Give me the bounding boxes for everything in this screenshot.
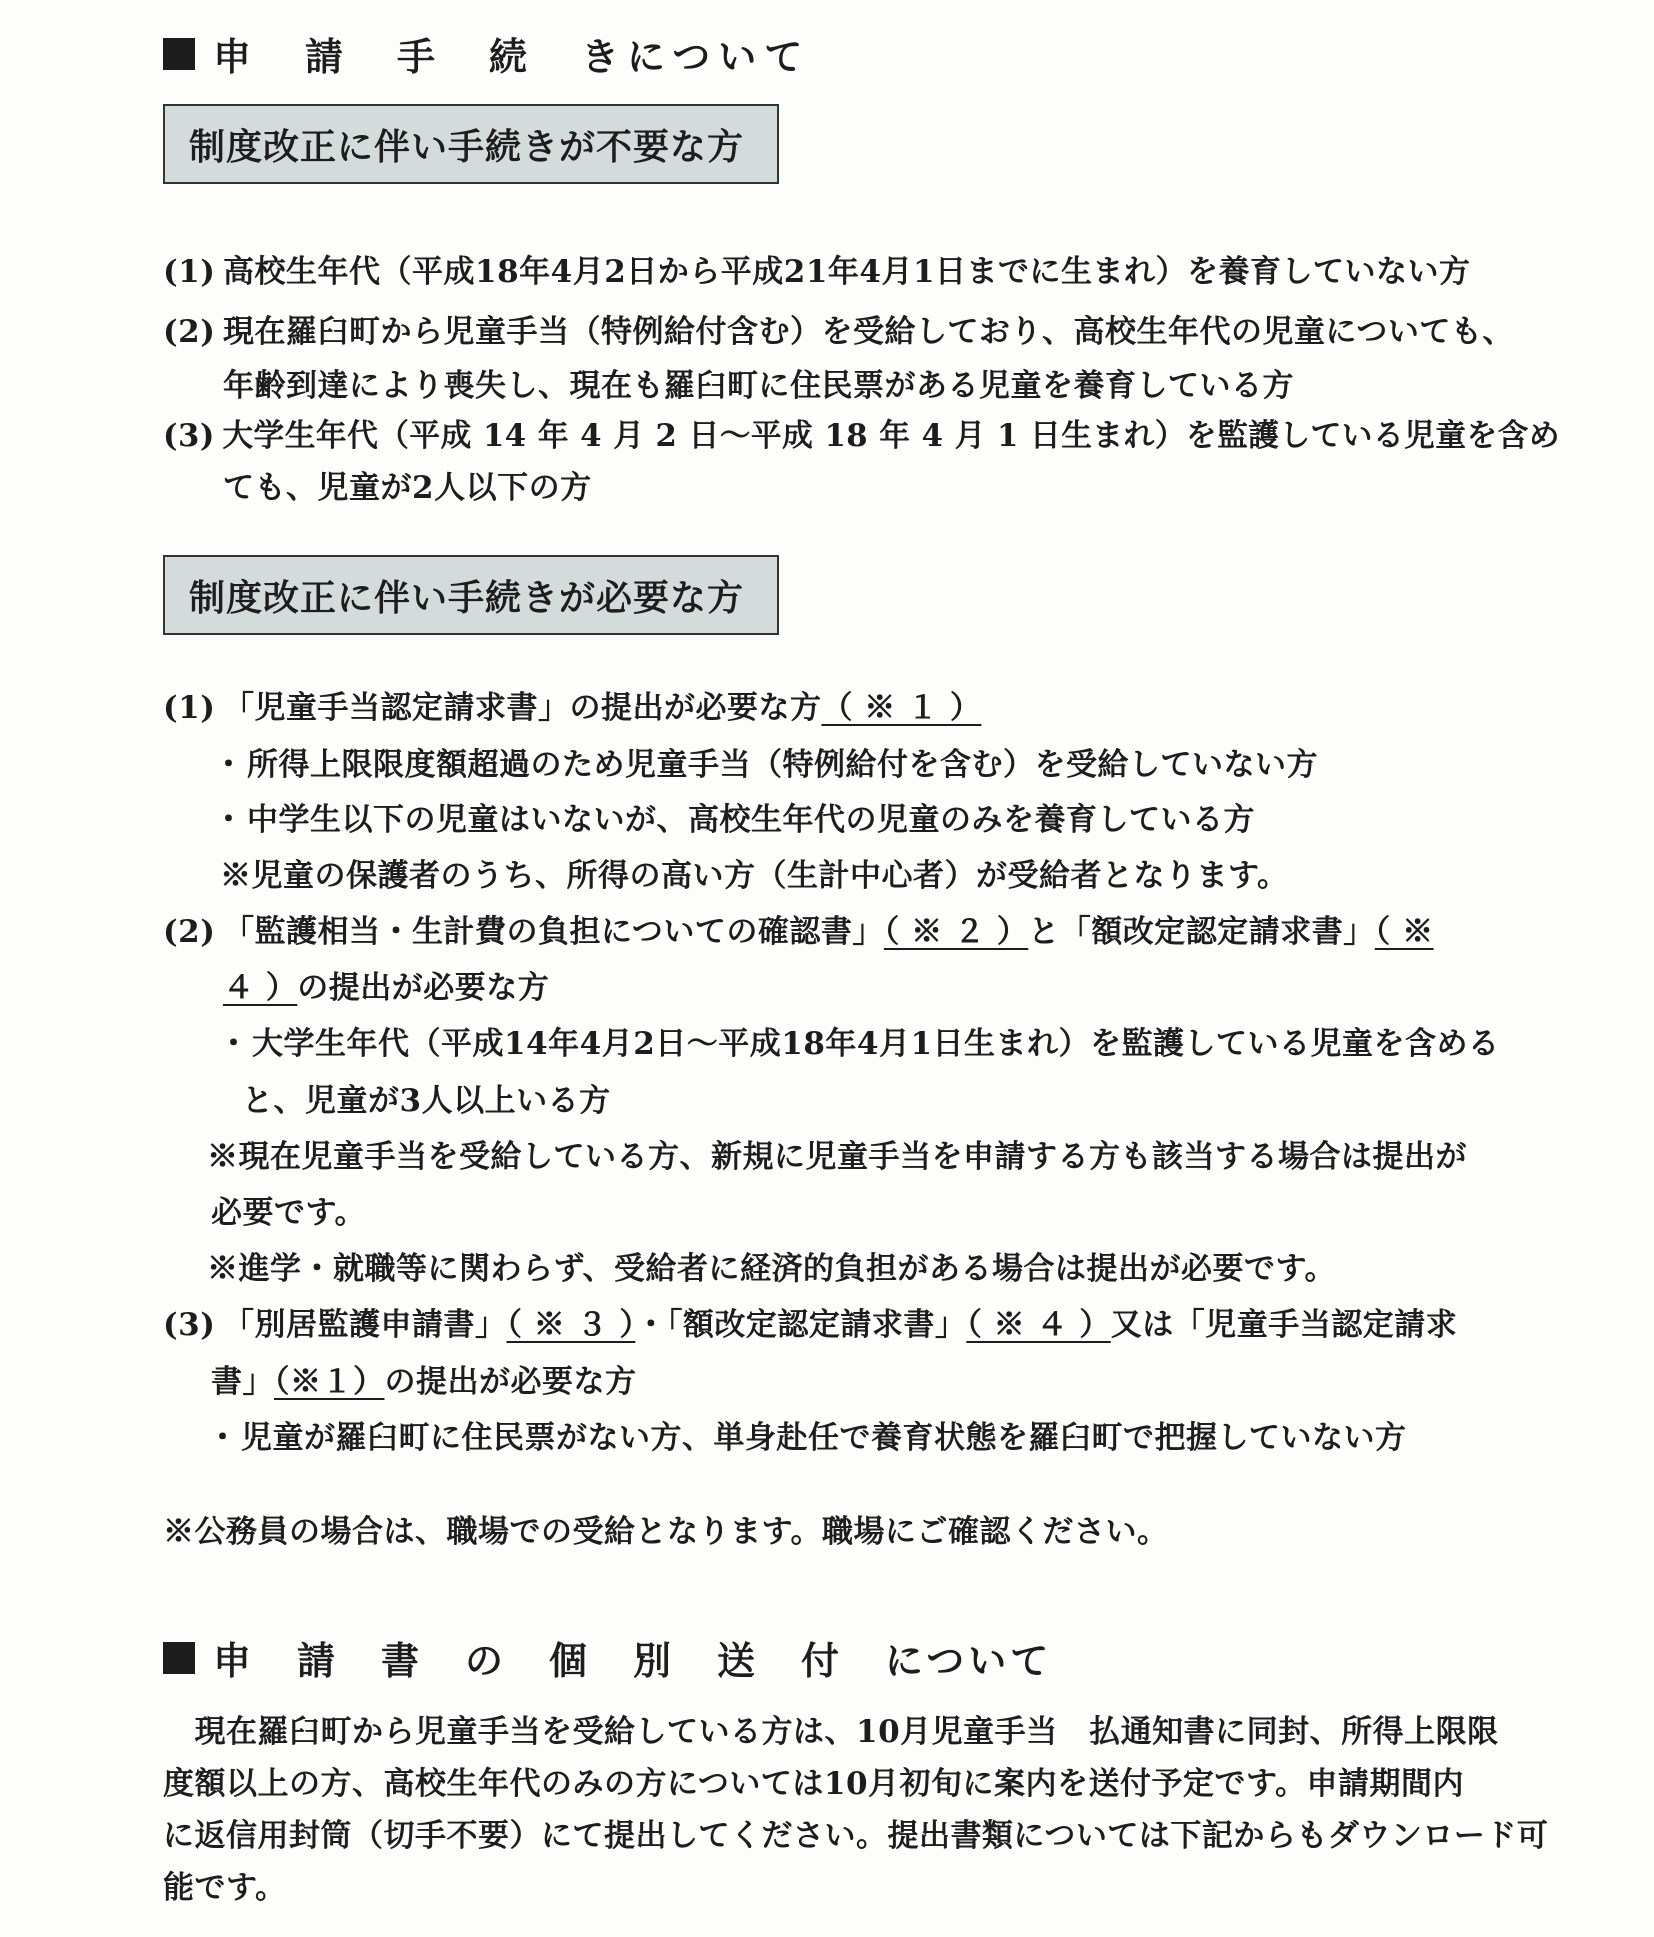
paragraph-line: に返信用封筒（切手不要）にて提出してください。提出書類については下記からもダウンロード可	[163, 1818, 1549, 1854]
box-required: 制度改正に伴い手続きが必要な方	[163, 555, 779, 635]
section-heading-individual-mailing	[163, 1630, 1052, 1685]
list-item: (2) 「監護相当・生計費の負担についての確認書」（ ※ ２ ）と「額改定認定請求書」（ ※	[163, 914, 1434, 950]
list-item-continuation: 書」（※１）の提出が必要な方	[211, 1364, 637, 1400]
section-heading-application	[163, 26, 810, 81]
square-bullet-icon	[163, 1642, 195, 1674]
list-item: (2) 現在羅臼町から児童手当（特例給付含む）を受給しており、高校生年代の児童についても、	[163, 314, 1514, 350]
section-title: 申 請 手 続 きについて	[213, 34, 811, 79]
bullet-item: ・児童が羅臼町に住民票がない方、単身赴任で養育状態を羅臼町で把握していない方	[207, 1420, 1407, 1456]
section-title: 申 請 書 の 個 別 送 付 について	[213, 1638, 1053, 1683]
note: ※現在児童手当を受給している方、新規に児童手当を申請する方も該当する場合は提出が	[207, 1139, 1467, 1175]
box-not-required: 制度改正に伴い手続きが不要な方	[163, 104, 779, 184]
list-item: (1) 「児童手当認定請求書」の提出が必要な方（ ※ １ ）	[163, 690, 982, 726]
list-item: (3) 「別居監護申請書」（ ※ ３ ）・「額改定認定請求書」（ ※ ４ ）又は「児童手当認定請求	[163, 1307, 1458, 1343]
note-continuation: 必要です。	[211, 1195, 367, 1231]
note: ※児童の保護者のうち、所得の高い方（生計中心者）が受給者となります。	[220, 858, 1289, 894]
bullet-item: ・中学生以下の児童はいないが、高校生年代の児童のみを養育している方	[213, 802, 1255, 838]
public-servant-note: ※公務員の場合は、職場での受給となります。職場にご確認ください。	[163, 1514, 1169, 1550]
paragraph-line: 能です。	[163, 1870, 287, 1906]
list-item-continuation: 年齢到達により喪失し、現在も羅臼町に住民票がある児童を養育している方	[223, 368, 1294, 404]
list-item: (3) 大学生年代（平成 14 年 4 月 2 日～平成 18 年 4 月 1 日生まれ）を監護している児童を含め	[163, 418, 1561, 454]
list-item: (1) 高校生年代（平成18年4月2日から平成21年4月1日までに生まれ）を養育していない方	[163, 254, 1471, 290]
note: ※進学・就職等に関わらず、受給者に経済的負担がある場合は提出が必要です。	[207, 1251, 1337, 1287]
bullet-item-continuation: と、児童が3人以上いる方	[242, 1083, 611, 1119]
list-item-continuation: ４ ）の提出が必要な方	[223, 970, 550, 1006]
bullet-item: ・所得上限限度額超過のため児童手当（特例給付を含む）を受給していない方	[213, 747, 1318, 783]
paragraph-line: 度額以上の方、高校生年代のみの方については10月初旬に案内を送付予定です。申請期間内	[163, 1766, 1465, 1802]
bullet-item: ・大学生年代（平成14年4月2日～平成18年4月1日生まれ）を監護している児童を含める	[218, 1026, 1500, 1062]
square-bullet-icon	[163, 38, 195, 70]
list-item-continuation: ても、児童が2人以下の方	[223, 470, 592, 506]
paragraph-line: 現在羅臼町から児童手当を受給している方は、10月児童手当 払通知書に同封、所得上限限	[163, 1714, 1499, 1750]
